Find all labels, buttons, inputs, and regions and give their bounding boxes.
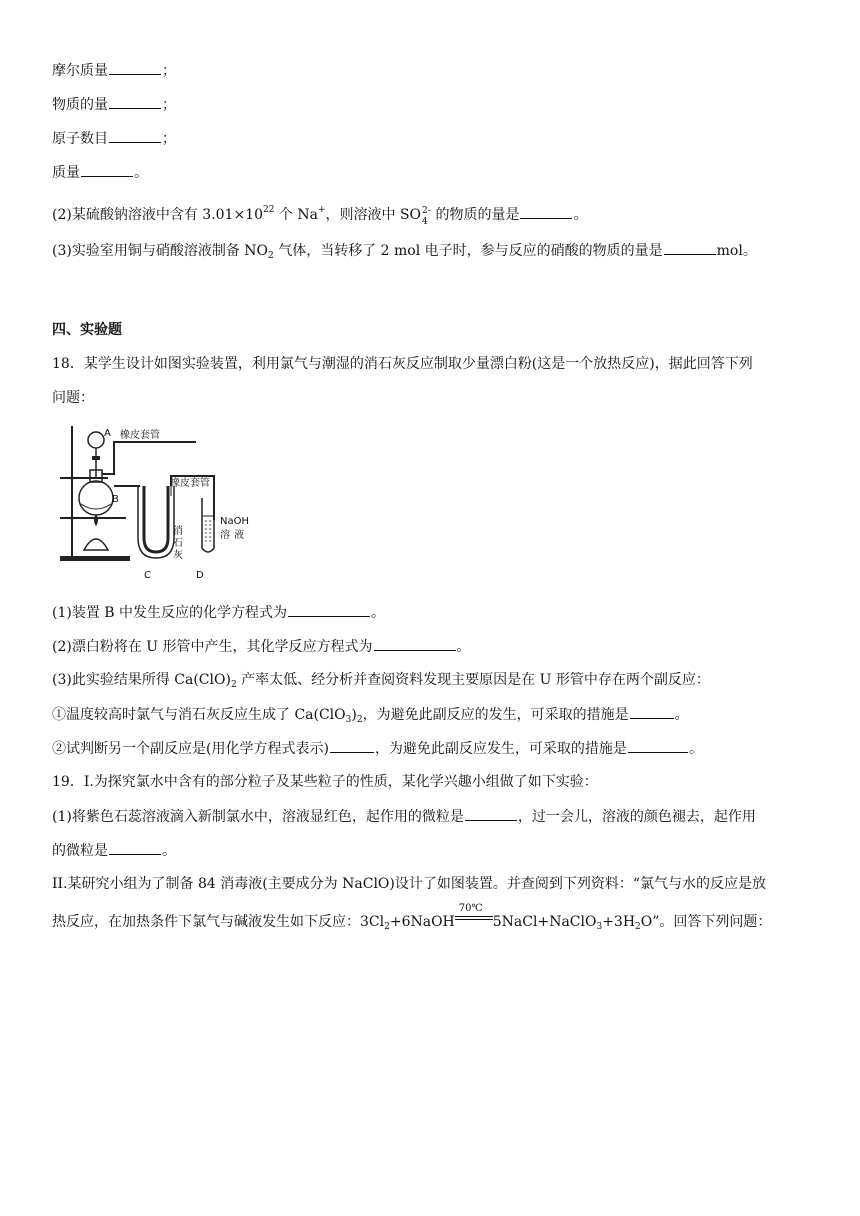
question-18-3-i: ①温度较高时氯气与消石灰反应生成了 $Ca(ClO_3)_2$，为避免此副反应的发生，可采取的措施是 。: [52, 704, 689, 730]
answer-blank: [109, 840, 161, 855]
question-17-2: (2)某硫酸钠溶液中含有 $3.01\times 10^{22}$ 个 Na+，则溶液中 SO 2- 4 的物质的量是 。: [52, 205, 588, 227]
answer-blank: [628, 738, 688, 753]
u-tube-c: [144, 486, 168, 552]
punct: ；: [162, 131, 176, 147]
mass-label: 质量: [52, 165, 80, 181]
solution-label-2: 液: [234, 530, 244, 541]
label-c: C: [144, 570, 151, 581]
answer-blank: [288, 602, 370, 617]
mass-line: [52, 162, 148, 183]
answer-blank: [109, 94, 161, 109]
question-18-1: (1)装置 B 中发生反应的化学方程式为 。: [52, 602, 385, 623]
label-b: B: [112, 494, 119, 505]
label-a: A: [104, 428, 111, 439]
answer-blank: [374, 636, 456, 651]
question-19-1-cont: 的微粒是 。: [52, 840, 176, 861]
answer-blank: [664, 240, 716, 255]
sulfate-ion-charge: 2- 4: [422, 206, 431, 227]
flask-b: [79, 481, 113, 515]
question-19-ii: II.某研究小组为了制备 84 消毒液(主要成分为 NaClO)设计了如图装置。并查阅到下列资料：“氯气与水的反应是放: [52, 876, 767, 892]
naoh-label: NaOH: [220, 516, 249, 527]
apparatus-diagram: [56, 420, 256, 585]
question-18-3-ii: ②试判断另一个副反应是(用化学方程式表示) ，为避免此副反应发生，可采取的措施是 。: [52, 738, 703, 759]
question-19-1: (1)将紫色石蕊溶液滴入新制氯水中，溶液显红色，起作用的微粒是 ，过一会儿，溶液的颜色褪去，起作用: [52, 806, 756, 827]
punct: 。: [134, 165, 148, 181]
atom-count-label: 原子数目: [52, 131, 108, 147]
amount-line: [52, 94, 176, 115]
question-18-2: (2)漂白粉将在 U 形管中产生，其化学反应方程式为 。: [52, 636, 471, 657]
answer-blank: [630, 704, 674, 719]
answer-blank: [109, 128, 161, 143]
funnel-a: [88, 432, 104, 448]
atom-count-line: [52, 128, 176, 149]
rubber-tube-label-2: 橡皮套管: [170, 478, 210, 489]
amount-label: 物质的量: [52, 97, 108, 113]
answer-blank: [330, 738, 374, 753]
molar-mass-line: [52, 60, 176, 81]
question-17-3: (3)实验室用铜与硝酸溶液制备 $NO_2$ 气体，当转移了 2 mol 电子时，参与反应的硝酸的物质的量是 mol。: [52, 240, 757, 266]
question-18-stem: 18．某学生设计如图实验装置，利用氯气与潮湿的消石灰反应制取少量漂白粉(这是一个放热反应)，据此回答下列: [52, 356, 753, 372]
section-heading: 四、实验题: [52, 322, 122, 338]
stand-base: [60, 556, 130, 561]
alcohol-lamp: [84, 539, 108, 550]
label-d: D: [196, 570, 204, 581]
punct: ；: [162, 97, 176, 113]
lime-label-1: 消: [173, 526, 183, 537]
lime-label-2: 石: [173, 538, 183, 549]
question-18-3: (3)此实验结果所得 $Ca(ClO)_2$ 产率太低、经分析并查阅资料发现主要原因是在 U 形管中存在两个副反应：: [52, 672, 710, 690]
answer-blank: [81, 162, 133, 177]
answer-blank: [109, 60, 161, 75]
question-19-stem: 19．I.为探究氯水中含有的部分粒子及某些粒子的性质，某化学兴趣小组做了如下实验：: [52, 774, 598, 790]
test-tube-d: [202, 498, 214, 552]
lime-label-3: 灰: [173, 550, 183, 561]
question-18-stem-cont: 问题：: [52, 390, 94, 406]
solution-label-1: 溶: [220, 530, 230, 541]
question-19-ii-equation: 热反应，在加热条件下氯气与碱液发生如下反应：$3Cl_2+6NaOH$ 70℃ $5NaCl+NaClO_3+3H_2O$”。回答下列问题：: [52, 903, 772, 932]
answer-blank: [520, 204, 572, 219]
answer-blank: [465, 806, 517, 821]
punct: ；: [162, 63, 176, 79]
molar-mass-label: 摩尔质量: [52, 63, 108, 79]
reaction-condition: 70℃: [455, 912, 493, 926]
rubber-tube-label-1: 橡皮套管: [120, 430, 160, 441]
